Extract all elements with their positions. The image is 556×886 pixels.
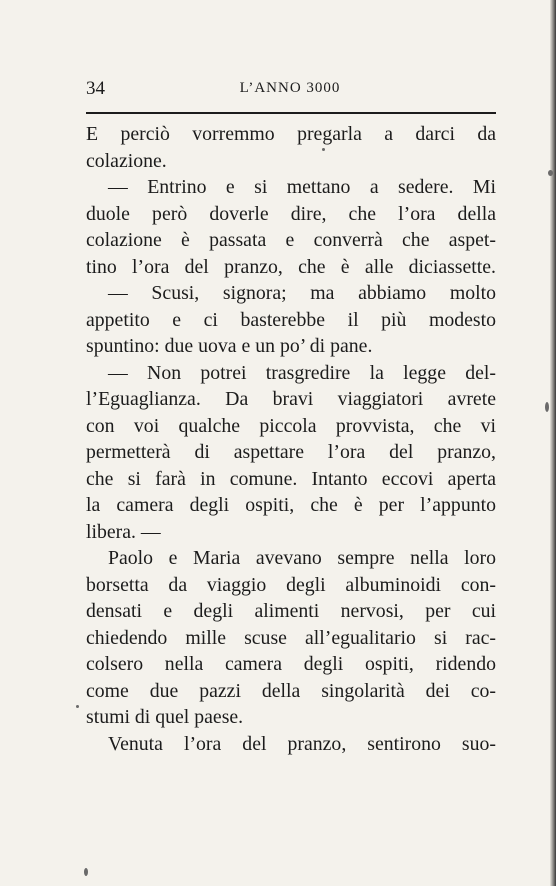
text-line: con voi qualche piccola provvista, che vi bbox=[86, 414, 496, 437]
header-rule bbox=[86, 112, 496, 114]
text-line: colsero nella camera degli ospiti, ridendo bbox=[86, 653, 496, 675]
text-line: chiedendo mille scuse all’egualitario si rac- bbox=[86, 626, 496, 649]
text-line: permetterà di aspettare l’ora del pranzo, bbox=[86, 441, 496, 463]
body-text bbox=[86, 121, 496, 757]
print-speck bbox=[322, 148, 325, 151]
print-speck bbox=[84, 868, 88, 876]
running-header bbox=[86, 78, 494, 102]
text-line: — Entrino e si mettano a sedere. Mi bbox=[108, 176, 496, 198]
text-line: colazione. bbox=[86, 149, 167, 172]
text-line: la camera degli ospiti, che è per l’appunto bbox=[86, 494, 496, 516]
text-line: duole però doverle dire, che l’ora della bbox=[86, 202, 496, 225]
page-edge-shadow bbox=[550, 0, 556, 886]
text-line: densati e degli alimenti nervosi, per cui bbox=[86, 600, 496, 622]
text-line: Paolo e Maria avevano sempre nella loro bbox=[108, 547, 496, 569]
print-speck bbox=[76, 705, 79, 708]
text-line: tino l’ora del pranzo, che è alle diciassette. bbox=[86, 255, 496, 278]
running-title: L’ANNO 3000 bbox=[239, 80, 341, 96]
text-line: libera. — bbox=[86, 520, 161, 543]
print-speck bbox=[545, 402, 549, 412]
text-line: come due pazzi della singolarità dei co- bbox=[86, 679, 496, 702]
text-line: — Scusi, signora; ma abbiamo molto bbox=[108, 282, 496, 304]
text-line: che si farà in comune. Intanto eccovi aperta bbox=[86, 467, 496, 490]
text-line: — Non potrei trasgredire la legge del- bbox=[108, 361, 496, 384]
text-line: l’Eguaglianza. Da bravi viaggiatori avrete bbox=[86, 388, 496, 410]
text-line: spuntino: due uova e un po’ di pane. bbox=[86, 335, 373, 357]
text-line: colazione è passata e converrà che aspet- bbox=[86, 229, 496, 251]
text-line: borsetta da viaggio degli albuminoidi con- bbox=[86, 573, 496, 596]
print-speck bbox=[548, 170, 553, 176]
text-line: stumi di quel paese. bbox=[86, 706, 244, 728]
text-line: E perciò vorremmo pregarla a darci da bbox=[86, 123, 496, 145]
page-number: 34 bbox=[86, 78, 105, 99]
text-line: Venuta l’ora del pranzo, sentirono suo- bbox=[108, 732, 496, 755]
text-line: appetito e ci basterebbe il più modesto bbox=[86, 308, 496, 331]
